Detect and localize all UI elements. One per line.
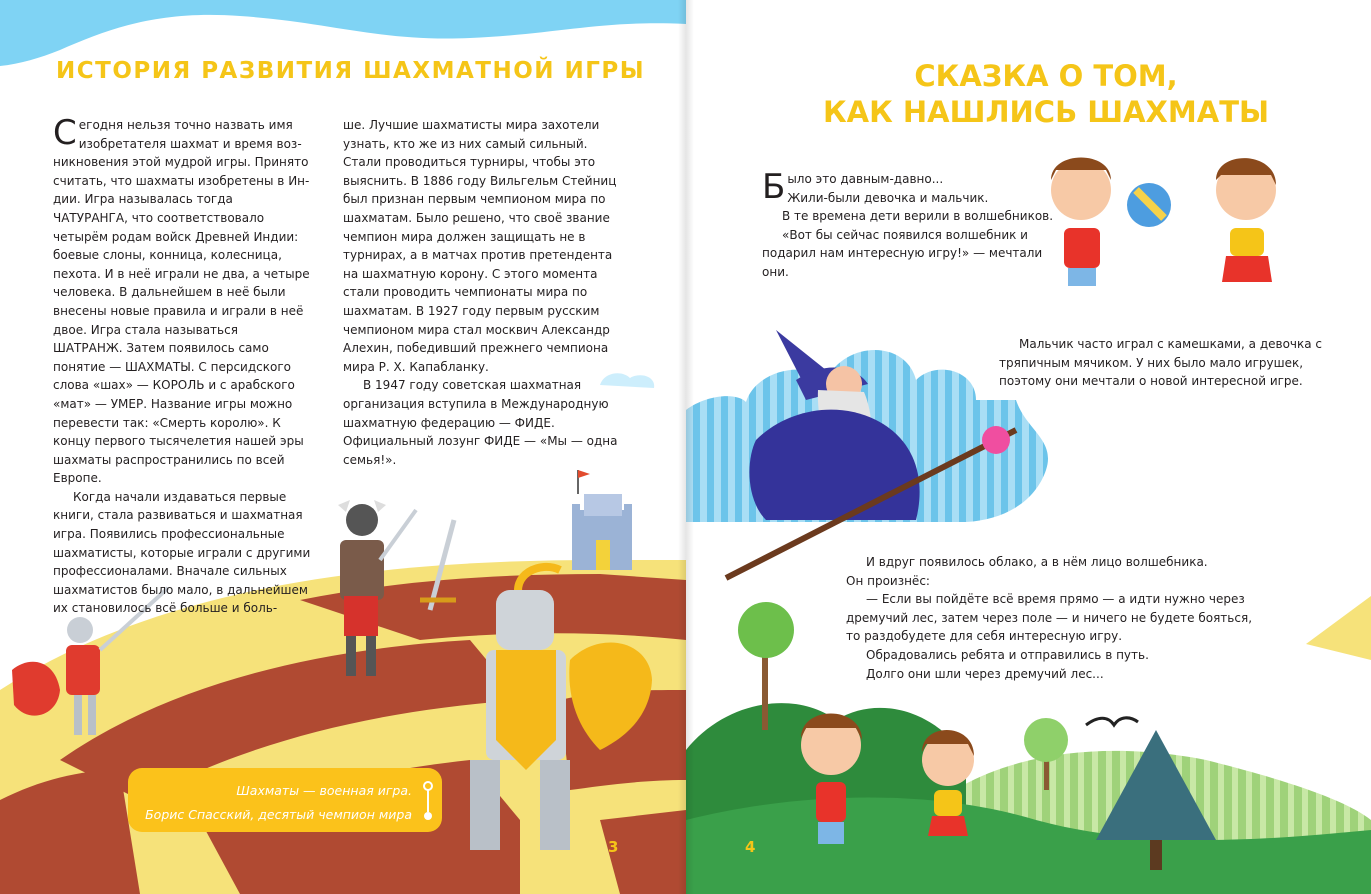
page-number-left: 3 <box>608 838 619 856</box>
story-block-3 <box>846 553 1266 683</box>
quote-author: Борис Спасский, десятый чемпион мира <box>145 807 412 822</box>
quote-text: Шахматы — военная игра. <box>236 783 412 798</box>
dropcap-letter: С <box>53 113 77 153</box>
left-col1-p1-text: егодня нельзя точно назвать имя изобретателя шахмат и время возникновения этой мудрой игры. Принято считать, что шахматы изобретены в Индии. Игра называлась тогда ЧАТУРАНГА, что соответствовало четырём родам войск Древней Индии: боевые слоны, конница, колесница, пехота. И в неё играли не два, а четыре человека. В дальнейшем в неё были внесены новые правила и играли в неё двое. Игра стала называться ШАТРАНЖ. Затем появилось само понятие — ШАХМАТЫ. С персидского слова «шах» — КОРОЛЬ и с арабского «мат» — УМЕР. Название игры можно перевести так: «Смерть королю». К концу первого тысячелетия нашей эры шахматы распространились по всей Европе. <box>53 118 310 486</box>
left-col1-paragraph-1 <box>53 113 311 488</box>
story-b3-p4: Обрадовались ребята и отправились в путь. <box>866 647 1149 662</box>
story-block-1 <box>762 167 1062 282</box>
story-b2-p1: Мальчик часто играл с камешками, а девочка с тряпичным мячиком. У них было мало игрушек, поэтому они мечтали о новой интересной игре. <box>999 337 1323 389</box>
kids-playing-ball <box>1051 158 1276 287</box>
sky-wave <box>0 0 686 66</box>
left-col2-paragraph-1: ше. Лучшие шахматисты мира захотели узнать, кто же из них самый сильный. Стали проводиться турниры, чтобы это выяснить. В 1886 году Вильгельм Стейниц был признан первым чемпионом мира по шахматам. Было решено, что своё звание чемпион мира должен защищать не в турнирах, а в матчах против претендента на шахматную корону. С этого момента стали проводить чемпионаты мира по шахматам. В 1927 году первым русским чемпионом мира стал москвич Александр Алехин, победивший прежнего чемпиона мира Р. Х. Капабланку. <box>343 118 617 374</box>
right-page <box>686 0 1371 894</box>
left-column-2 <box>343 116 619 469</box>
story-b1-p2: Жили-были девочка и мальчик. <box>787 190 989 205</box>
quote-box <box>128 768 442 832</box>
story-b3-p5: Долго они шли через дремучий лес... <box>866 666 1104 681</box>
right-title-line-1: СКАЗКА О ТОМ, <box>914 59 1178 93</box>
story-b3-p2: Он произнёс: <box>846 573 930 588</box>
right-page-title <box>786 58 1306 130</box>
castle <box>572 470 632 570</box>
left-col1-paragraph-2: Когда начали издаваться первые книги, стала развиваться и шахматная игра. Появились профессиональные шахматисты, которые играли с другими профессионалами. Вначале сильных шахматистов было мало, в дальнейшем их становилось всё больше и боль- <box>53 489 311 616</box>
left-col2-paragraph-2: В 1947 году советская шахматная организация вступила в Международную шахматную федерацию — ФИДЕ. Официальный лозунг ФИДЕ — «Мы — одна семья!». <box>343 378 618 467</box>
quote-decoration-icon <box>422 781 434 821</box>
left-column-1 <box>53 113 311 618</box>
right-page-illustration <box>686 0 1371 894</box>
story-b1-p3: В те времена дети верили в волшебников. <box>782 209 1054 224</box>
story-b1-p4: «Вот бы сейчас появился волшебник и подарил нам интересную игру!» — мечтали они. <box>762 227 1043 279</box>
story-b1-p1-text: ыло это давным-давно... <box>787 172 944 186</box>
story-b3-p1: И вдруг появилось облако, а в нём лицо волшебника. <box>866 555 1208 569</box>
right-title-line-2: КАК НАШЛИСЬ ШАХМАТЫ <box>822 95 1270 129</box>
left-page-title: ИСТОРИЯ РАЗВИТИЯ ШАХМАТНОЙ ИГРЫ <box>56 58 646 84</box>
story-b3-p3: — Если вы пойдёте всё время прямо — а идти нужно через дремучий лес, затем через поле — и ничего не будете бояться, то раздобудете для себя интересную игру. <box>846 592 1253 644</box>
page-number-right: 4 <box>745 838 756 856</box>
bird <box>1086 718 1138 725</box>
yellow-triangle <box>1306 596 1371 660</box>
story-block-2 <box>999 335 1339 391</box>
dropcap-letter-right: Б <box>762 167 786 207</box>
